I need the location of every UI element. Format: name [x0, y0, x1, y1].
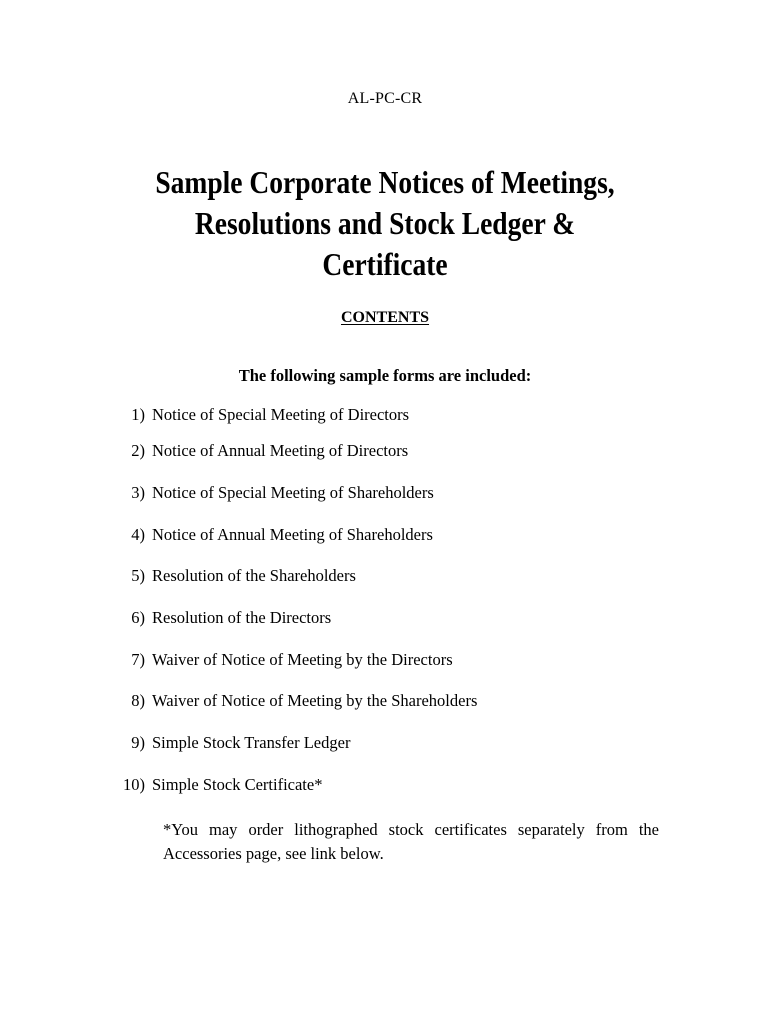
list-item-text: Notice of Special Meeting of Directors: [152, 405, 410, 424]
title-line-1: Sample Corporate Notices of Meetings,: [155, 164, 615, 200]
list-item: [0, 733, 640, 753]
list-item-number: 7): [131, 650, 145, 669]
list-item: [0, 775, 640, 795]
list-item-text: Waiver of Notice of Meeting by the Shareholders: [152, 691, 478, 710]
list-item-number: 10): [123, 775, 145, 794]
document-code: AL-PC-CR: [347, 90, 423, 107]
intro-text: The following sample forms are included:: [238, 366, 532, 385]
list-item-text: Resolution of the Directors: [152, 608, 332, 627]
list-item-number: 8): [131, 691, 145, 710]
document-title: [127, 162, 643, 285]
list-item-number: 9): [131, 733, 145, 752]
list-item-text: Notice of Annual Meeting of Directors: [152, 441, 409, 460]
list-item: [0, 483, 640, 503]
contents-heading: CONTENTS: [340, 309, 430, 326]
list-item: [0, 608, 640, 628]
list-item-text: Simple Stock Transfer Ledger: [152, 733, 351, 752]
list-item: [0, 691, 640, 711]
list-item-number: 2): [131, 441, 145, 460]
title-line-2: Resolutions and Stock Ledger &: [194, 205, 576, 241]
list-item: [0, 441, 640, 461]
list-item: [0, 566, 640, 586]
list-item: [0, 525, 640, 545]
list-item: [0, 650, 640, 670]
footnote: *You may order lithographed stock certificates separately from the Accessories page, see link below.: [163, 820, 659, 863]
list-item: [0, 405, 640, 425]
list-item-number: 4): [131, 525, 145, 544]
list-item-text: Waiver of Notice of Meeting by the Directors: [152, 650, 453, 669]
list-item-text: Simple Stock Certificate*: [152, 775, 323, 794]
list-item-text: Notice of Special Meeting of Shareholders: [152, 483, 434, 502]
list-item-text: Resolution of the Shareholders: [152, 566, 356, 585]
title-line-3: Certificate: [322, 246, 448, 282]
list-item-text: Notice of Annual Meeting of Shareholders: [152, 525, 433, 544]
list-item-number: 1): [131, 405, 145, 424]
list-item-number: 5): [131, 566, 145, 585]
list-item-number: 6): [131, 608, 145, 627]
list-item-number: 3): [131, 483, 145, 502]
